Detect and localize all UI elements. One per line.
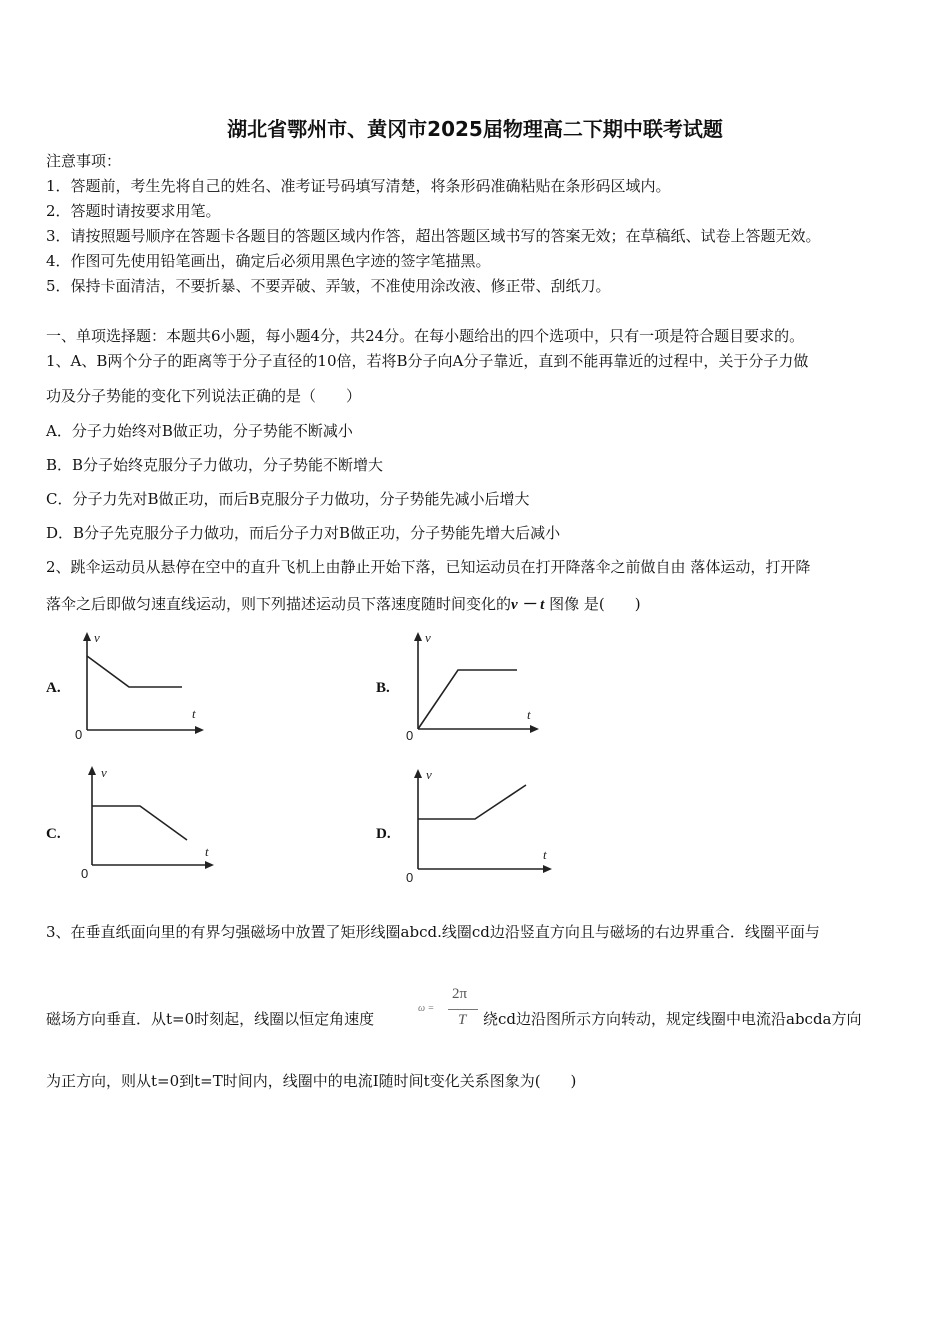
t-axis-label: t [205,844,209,859]
graph-b-label: B. [376,680,390,696]
section-heading: 一、单项选择题：本题共6小题，每小题4分，共24分。在每小题给出的四个选项中，只有一项是符合题目要求的。 [46,327,805,345]
page-title: 湖北省鄂州市、黄冈市2025届物理高二下期中联考试题 [227,117,723,141]
graph-d [403,765,563,889]
question-2-stem-cont [46,594,641,615]
origin-label: 0 [81,866,89,881]
t-axis-label: t [527,707,531,722]
question-3-stem-end: 为正方向，则从t=0到t=T时间内，线圈中的电流I随时间t变化关系图象为( ) [46,1072,577,1090]
note-item: 5．保持卡面清洁，不要折暴、不要弄破、弄皱，不准使用涂改液、修正带、刮纸刀。 [46,277,611,295]
v-axis-label: v [94,630,100,645]
v-axis-label: v [101,765,107,780]
question-1-option-a: A．分子力始终对B做正功，分子势能不断减小 [46,422,353,440]
question-2-stem: 2、跳伞运动员从悬停在空中的直升飞机上由静止开始下落，已知运动员在打开降落伞之前做自由 落体运动，打开降 [46,558,811,576]
question-3-stem-cont: 绕cd边沿图所示方向转动，规定线圈中电流沿abcda方向 [483,1010,862,1028]
stem-text: 落伞之后即做匀速直线运动，则下列描述运动员下落速度随时间变化的 [46,595,512,613]
question-1-stem: 1、A、B两个分子的距离等于分子直径的10倍，若将B分子向A分子靠近，直到不能再靠近的过程中，关于分子力做 [46,352,809,370]
v-axis-label: v [425,630,431,645]
question-1-stem-cont: 功及分子势能的变化下列说法正确的是（ ） [46,387,362,405]
note-item: 3．请按照题号顺序在答题卡各题目的答题区域内作答，超出答题区域书写的答案无效；在草稿纸、试卷上答题无效。 [46,227,821,245]
origin-label: 0 [406,728,414,743]
note-item: 1．答题前，考生先将自己的姓名、准考证号码填写清楚，将条形码准确粘贴在条形码区域内。 [46,177,671,195]
v-axis-label: v [426,767,432,782]
t-axis-label: t [543,847,547,862]
t-axis-label: t [192,706,196,721]
origin-label: 0 [75,727,83,742]
graph-a [72,630,212,749]
question-1-option-b: B．B分子始终克服分子力做功，分子势能不断增大 [46,456,384,474]
graph-d-label: D. [376,826,391,842]
question-3-stem: 3、在垂直纸面向里的有界匀强磁场中放置了矩形线圈abcd.线圈cd边沿竖直方向且与磁场的右边界重合．线圈平面与 [46,923,820,941]
formula-lhs: ω = [418,1003,435,1014]
note-item: 4．作图可先使用铅笔画出，确定后必须用黑色字迹的签字笔描黑。 [46,252,491,270]
question-1-option-c: C．分子力先对B做正功，而后B克服分子力做功，分子势能先减小后增大 [46,490,530,508]
graph-c [78,762,223,886]
stem-text: 图像 是( ) [544,595,641,613]
origin-label: 0 [406,870,414,885]
note-item: 2．答题时请按要求用笔。 [46,202,221,220]
graph-c-label: C. [46,826,61,842]
formula-numerator: 2π [452,986,468,1002]
vt-symbol: v － t [511,597,545,613]
notes-heading: 注意事项： [46,152,122,170]
formula-denominator: T [458,1012,467,1028]
graph-b [403,630,548,749]
question-3-stem-cont: 磁场方向垂直．从t=0时刻起，线圈以恒定角速度 [46,1010,375,1028]
question-1-option-d: D．B分子先克服分子力做功，而后分子力对B做正功，分子势能先增大后减小 [46,524,561,542]
graph-a-label: A. [46,680,61,696]
